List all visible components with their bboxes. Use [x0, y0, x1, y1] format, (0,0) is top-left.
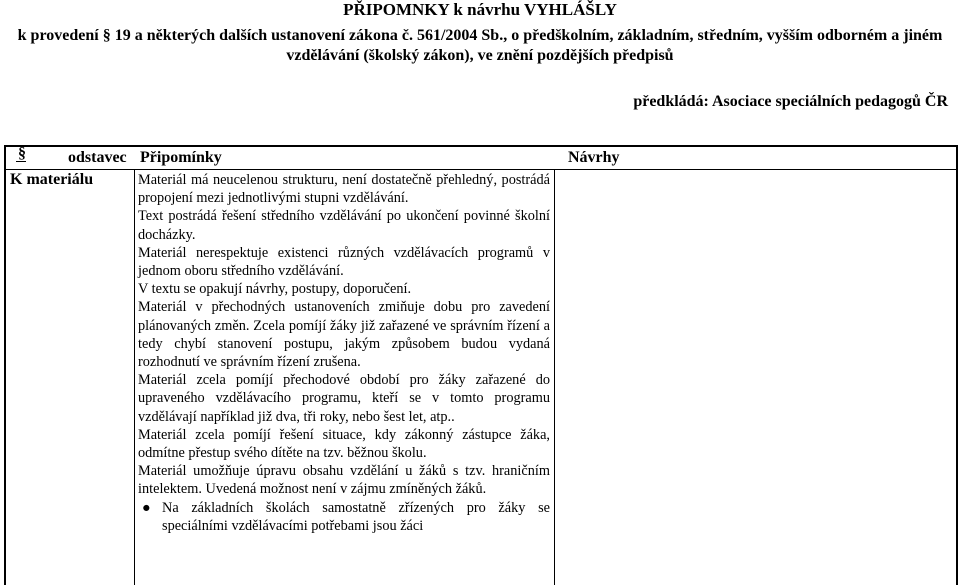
section-mark: § — [18, 145, 26, 162]
comment-paragraph: Materiál umožňuje úpravu obsahu vzdělání u žáků s tzv. hraničním intelektem. Uvedená možnost není v zájmu zmíněných žáků. — [138, 463, 550, 498]
submitter-line: předkládá: Asociace speciálních pedagogů ČR — [633, 93, 948, 110]
comment-paragraph: Materiál zcela pomíjí přechodové období pro žáky zařazené do upraveného vzdělávacího programu, kteří se v tomto programu vzdělávají například již dva, tři roky, nebo šest let, atp.. — [138, 372, 550, 425]
column-divider — [134, 169, 135, 585]
comment-paragraph: Text postrádá řešení středního vzdělávání po ukončení povinné školní docházky. — [138, 208, 550, 243]
bullet-list — [138, 499, 550, 535]
comment-paragraph: V textu se opakují návrhy, postupy, doporučení. — [138, 281, 412, 298]
row-label: K materiálu — [10, 171, 94, 188]
comments-cell — [138, 171, 550, 535]
comment-paragraph: Materiál má neucelenou strukturu, není dostatečně přehledný, postrádá propojení mezi jednotlivými stupni vzdělávání. — [138, 172, 550, 207]
header-proposals: Návrhy — [568, 149, 620, 166]
bullet-text: Na základních školách samostatně zřízených pro žáky se speciálními vzdělávacími potřebami jsou žáci — [162, 499, 550, 534]
header-divider — [6, 169, 956, 170]
section-mark-underline — [16, 161, 26, 162]
bullet-item — [142, 499, 550, 535]
comment-paragraph: Materiál zcela pomíjí řešení situace, kdy zákonný zástupce žáka, odmítne přestup svého dítěte na tzv. běžnou školu. — [138, 426, 550, 462]
column-divider — [554, 169, 555, 585]
comment-paragraph: Materiál v přechodných ustanoveních zmiňuje dobu pro zavedení plánovaných změn. Zcela pomíjí žáky již zařazené ve správním řízení a tedy chybí stanovení postupu, jakým způsobem budou vydaná rozhodnutí ve správním řízení zrušena. — [138, 299, 550, 371]
document-title: PŘIPOMNKY k návrhu VYHLÁŠLY — [343, 0, 617, 19]
header-paragraph: odstavec — [68, 149, 127, 166]
comments-table — [4, 145, 958, 585]
header-comments: Připomínky — [140, 149, 222, 166]
document-subtitle: k provedení § 19 a některých dalších ustanovení zákona č. 561/2004 Sb., o předškolním, základním, středním, vyšším odborném a jiném vzdělávání (školský zákon), ve znění pozdějších předpisů — [17, 27, 943, 64]
comment-paragraph: Materiál nerespektuje existenci různých vzdělávacích programů v jednom oboru středního vzdělávání. — [138, 244, 550, 280]
bullet-icon: ● — [142, 499, 151, 516]
